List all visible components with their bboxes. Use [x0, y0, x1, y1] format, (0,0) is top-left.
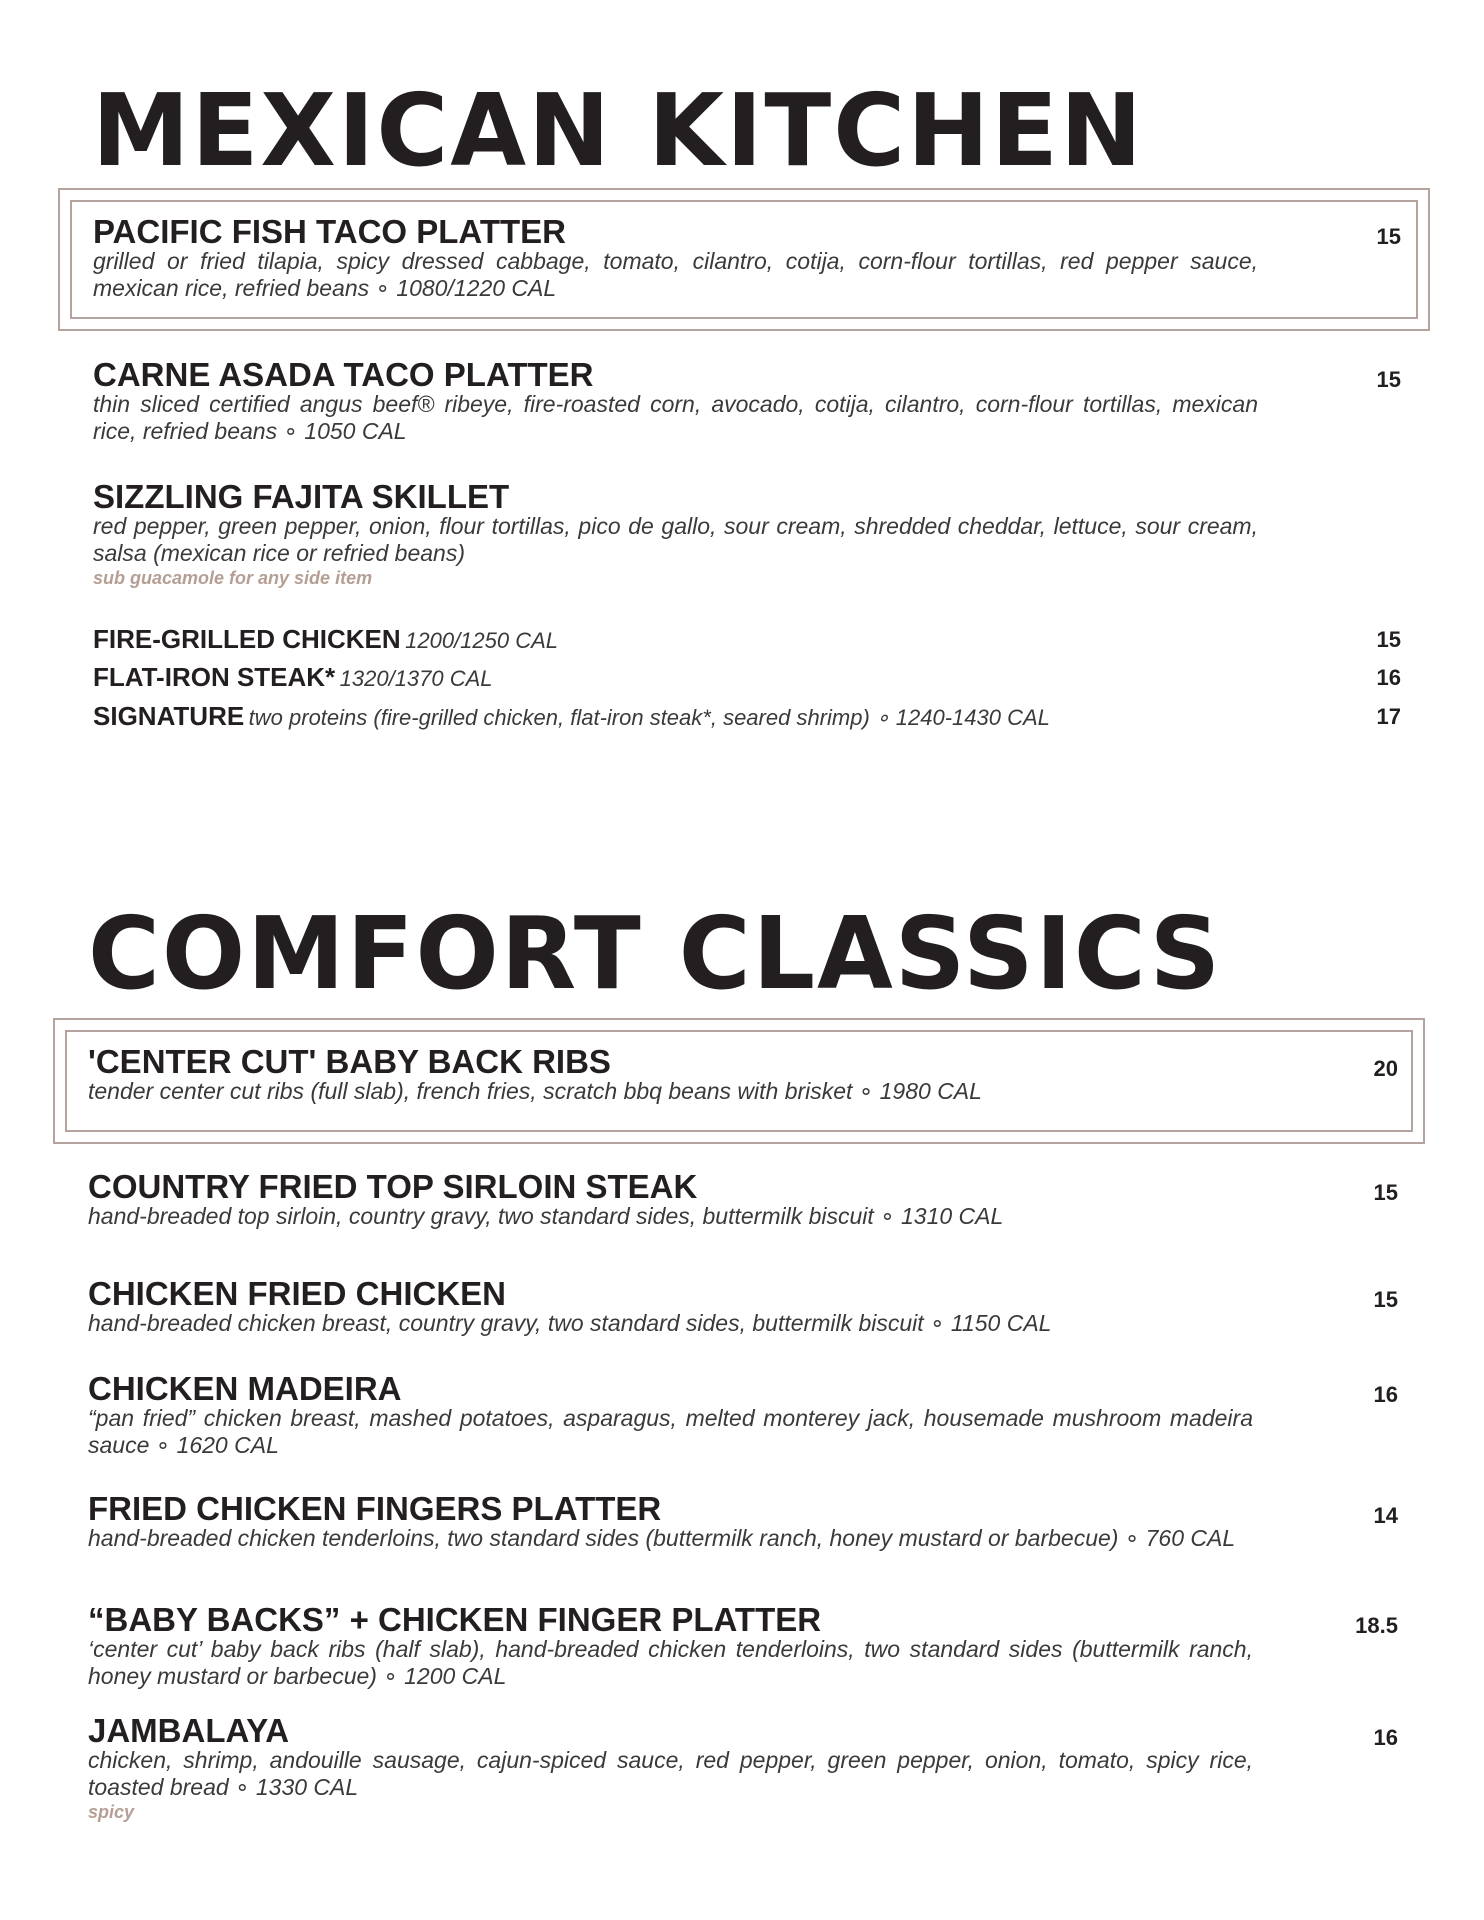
item-price: 17: [1376, 704, 1401, 729]
item-description: “pan fried” chicken breast, mashed potatoes, asparagus, melted monterey jack, housemade mushroom madeira sauce ∘ 1620 CAL: [88, 1405, 1253, 1458]
item-note: sub guacamole for any side item: [93, 568, 373, 588]
item-description: hand-breaded top sirloin, country gravy, two standard sides, buttermilk biscuit ∘ 1310 CAL: [88, 1203, 1004, 1229]
item-description: tender center cut ribs (full slab), french fries, scratch bbq beans with brisket ∘ 1980 CAL: [88, 1078, 982, 1104]
item-price: 15: [1376, 367, 1401, 392]
item-name: CHICKEN MADEIRA: [88, 1370, 402, 1407]
item-name: PACIFIC FISH TACO PLATTER: [93, 213, 566, 250]
item-price: 18.5: [1355, 1613, 1398, 1638]
option-name: FLAT-IRON STEAK*: [93, 662, 336, 692]
menu-item: [88, 1170, 1253, 1230]
item-description: red pepper, green pepper, onion, flour tortillas, pico de gallo, sour cream, shredded cheddar, lettuce, sour cream, salsa (mexican rice or refried beans): [93, 513, 1258, 566]
option-name: FIRE-GRILLED CHICKEN: [93, 624, 401, 654]
item-price: 15: [1373, 1287, 1398, 1312]
menu-item: [93, 358, 1258, 445]
menu-item: [93, 215, 1258, 302]
item-name: SIZZLING FAJITA SKILLET: [93, 478, 510, 515]
item-calories: 1150 CAL: [950, 1310, 1052, 1336]
item-name: FRIED CHICKEN FINGERS PLATTER: [88, 1490, 662, 1527]
menu-item: [93, 480, 1258, 589]
item-calories: 1080/1220 CAL: [396, 275, 557, 301]
item-calories: 1620 CAL: [176, 1432, 279, 1458]
menu-item: [88, 1603, 1253, 1690]
option-description: 1320/1370 CAL: [339, 666, 493, 691]
item-description: chicken, shrimp, andouille sausage, cajun-spiced sauce, red pepper, green pepper, onion, tomato, spicy rice, toasted bread ∘ 1330 CAL: [88, 1747, 1253, 1800]
fajita-option: [93, 701, 1050, 732]
item-price: 14: [1373, 1503, 1398, 1528]
item-description: grilled or fried tilapia, spicy dressed cabbage, tomato, cilantro, cotija, corn-flour tortillas, red pepper sauce, mexican rice, refried beans ∘ 1080/1220 CAL: [93, 248, 1258, 301]
item-name: CARNE ASADA TACO PLATTER: [93, 356, 594, 393]
option-description: two proteins (fire-grilled chicken, flat-iron steak*, seared shrimp) ∘ 1240-1430 CAL: [248, 705, 1050, 730]
item-price: 16: [1373, 1382, 1398, 1407]
item-price: 16: [1373, 1725, 1398, 1750]
section-title-mexican-kitchen: MEXICAN KITCHEN: [92, 72, 1144, 189]
item-price: 15: [1373, 1180, 1398, 1205]
item-name: CHICKEN FRIED CHICKEN: [88, 1275, 507, 1312]
menu-item: [88, 1045, 1253, 1105]
item-calories: 760 CAL: [1145, 1525, 1236, 1551]
item-description: hand-breaded chicken tenderloins, two standard sides (buttermilk ranch, honey mustard or barbecue) ∘ 760 CAL: [88, 1525, 1236, 1551]
item-calories: 1200 CAL: [404, 1663, 507, 1689]
item-note: spicy: [88, 1802, 135, 1822]
item-description: ‘center cut’ baby back ribs (half slab), hand-breaded chicken tenderloins, two standard sides (buttermilk ranch, honey mustard or barbecue) ∘ 1200 CAL: [88, 1636, 1253, 1689]
fajita-option: [93, 662, 493, 693]
item-name: JAMBALAYA: [88, 1712, 290, 1749]
item-name: COUNTRY FRIED TOP SIRLOIN STEAK: [88, 1168, 698, 1205]
fajita-option: [93, 624, 558, 655]
menu-item: [88, 1372, 1253, 1459]
item-price: 16: [1376, 665, 1401, 690]
item-calories: 1050 CAL: [304, 418, 407, 444]
item-description: hand-breaded chicken breast, country gravy, two standard sides, buttermilk biscuit ∘ 1150 CAL: [88, 1310, 1052, 1336]
option-name: SIGNATURE: [93, 701, 245, 731]
item-price: 15: [1376, 627, 1401, 652]
menu-item: [88, 1492, 1253, 1552]
section-title-comfort-classics: COMFORT CLASSICS: [88, 895, 1223, 1012]
item-calories: 1330 CAL: [255, 1774, 359, 1800]
menu-item: [88, 1277, 1253, 1337]
item-description: thin sliced certified angus beef® ribeye, fire-roasted corn, avocado, cotija, cilantro, corn-flour tortillas, mexican rice, refried beans ∘ 1050 CAL: [93, 391, 1258, 444]
item-price: 15: [1376, 224, 1401, 249]
item-name: “BABY BACKS” + CHICKEN FINGER PLATTER: [88, 1601, 822, 1638]
option-description: 1200/1250 CAL: [405, 628, 559, 653]
item-calories: 1980 CAL: [879, 1078, 982, 1104]
item-price: 20: [1373, 1056, 1398, 1081]
menu-item: [88, 1714, 1253, 1823]
item-name: 'CENTER CUT' BABY BACK RIBS: [88, 1043, 611, 1080]
item-calories: 1310 CAL: [900, 1203, 1004, 1229]
